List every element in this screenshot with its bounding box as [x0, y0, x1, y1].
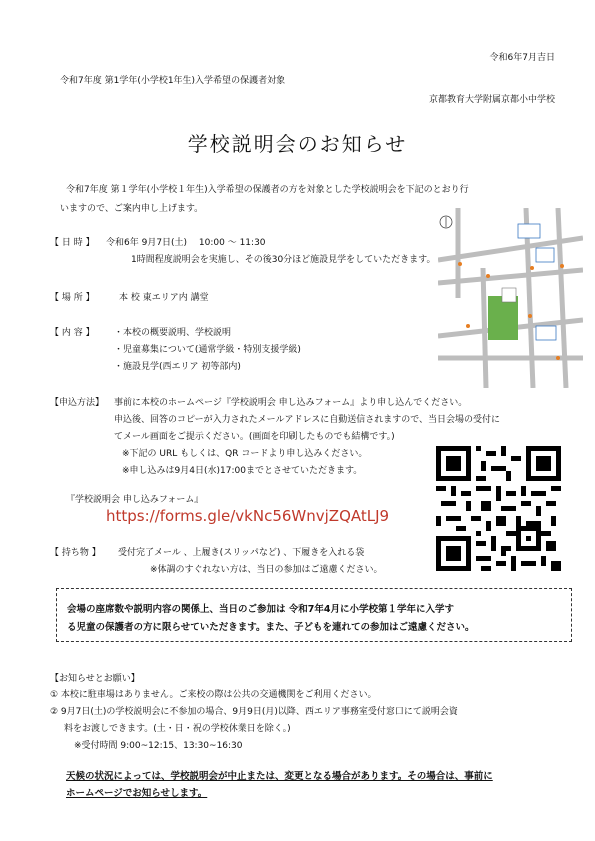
content-item: ・施設見学(西エリア 初等部内) [114, 362, 241, 372]
notice-line-2: る児童の保護者の方に限らせていただきます。また、子どもを連れての参加はご遠慮ください。 [67, 622, 475, 633]
weather-line-2: ホームページでお知らせします。 [66, 788, 208, 799]
school-name: 京都教育大学附属京都小中学校 [428, 95, 555, 105]
content-label: 【 内 容 】 [50, 328, 95, 338]
datetime-value: 令和6年 9月7日(土) 10:00 ～ 11:30 [106, 238, 266, 248]
apply-line: 事前に本校のホームページ『学校説明会 申し込みフォーム』より申し込んでください。 [114, 398, 468, 408]
apply-line: てメール画面をご提示ください。(画面を印刷したものでも結構です。) [114, 432, 395, 442]
document-date: 令和6年7月吉日 [489, 53, 555, 63]
page-title: 学校説明会のお知らせ [187, 132, 408, 156]
datetime-note: 1時間程度説明会を実施し、その後30分ほど施設見学をしていただきます。 [131, 255, 436, 265]
place-value: 本 校 東エリア内 講堂 [119, 293, 209, 303]
bring-label: 【 持ち物 】 [50, 548, 101, 558]
content-item: ・児童募集について(通常学級・特別支援学級) [114, 345, 301, 355]
qr-code-image[interactable] [436, 446, 561, 571]
apply-label: 【申込方法】 [50, 398, 105, 408]
bring-note: ※体調のすぐれない方は、当日の参加はご遠慮ください。 [150, 565, 383, 575]
form-url-link[interactable]: https://forms.gle/vkNc56WnvjZQAtLJ9 [106, 507, 390, 525]
notice-box [56, 588, 572, 642]
request-item-2: ② 9月7日(土)の学校説明会に不参加の場合、9月9日(月)以降、西エリア事務室受付窓口にて説明会資 [50, 707, 458, 717]
audience-line: 令和7年度 第1学年(小学校1年生)入学希望の保護者対象 [60, 76, 286, 86]
access-map-image [438, 208, 583, 388]
weather-line-1: 天候の状況によっては、学校説明会が中止または、変更となる場合があります。その場合は、事前に [66, 771, 493, 782]
datetime-label: 【 日 時 】 [50, 238, 95, 248]
form-label: 『学校説明会 申し込みフォーム』 [66, 495, 204, 505]
apply-note: ※申し込みは9月4日(水)17:00までとさせていただきます。 [122, 466, 363, 476]
apply-note: ※下記の URL もしくは、QR コードより申し込みください。 [122, 449, 368, 459]
reception-hours: ※受付時間 9:00~12:15、13:30~16:30 [74, 741, 243, 751]
requests-heading: 【お知らせとお願い】 [50, 674, 140, 684]
place-label: 【 場 所 】 [50, 293, 95, 303]
intro-line-2: いますので、ご案内申し上げます。 [60, 204, 204, 214]
request-item-1: ① 本校に駐車場はありません。ご来校の際は公共の交通機関をご利用ください。 [50, 690, 377, 700]
notice-line-1: 会場の座席数や説明内容の関係上、当日のご参加は 令和7年4月に小学校第１学年に入学す [67, 604, 455, 615]
request-item-2-cont: 料をお渡しできます。(土・日・祝の学校休業日を除く。) [64, 724, 291, 734]
intro-line-1: 令和7年度 第１学年(小学校１年生)入学希望の保護者の方を対象とした学校説明会を下記のとおり行 [66, 185, 469, 195]
bring-value: 受付完了メール 、上履き(スリッパなど) 、下履きを入れる袋 [118, 548, 365, 558]
apply-line: 申込後、回答のコピーが入力されたメールアドレスに自動送信されますので、当日会場の受付に [114, 415, 501, 425]
content-item: ・本校の概要説明、学校説明 [114, 328, 232, 338]
